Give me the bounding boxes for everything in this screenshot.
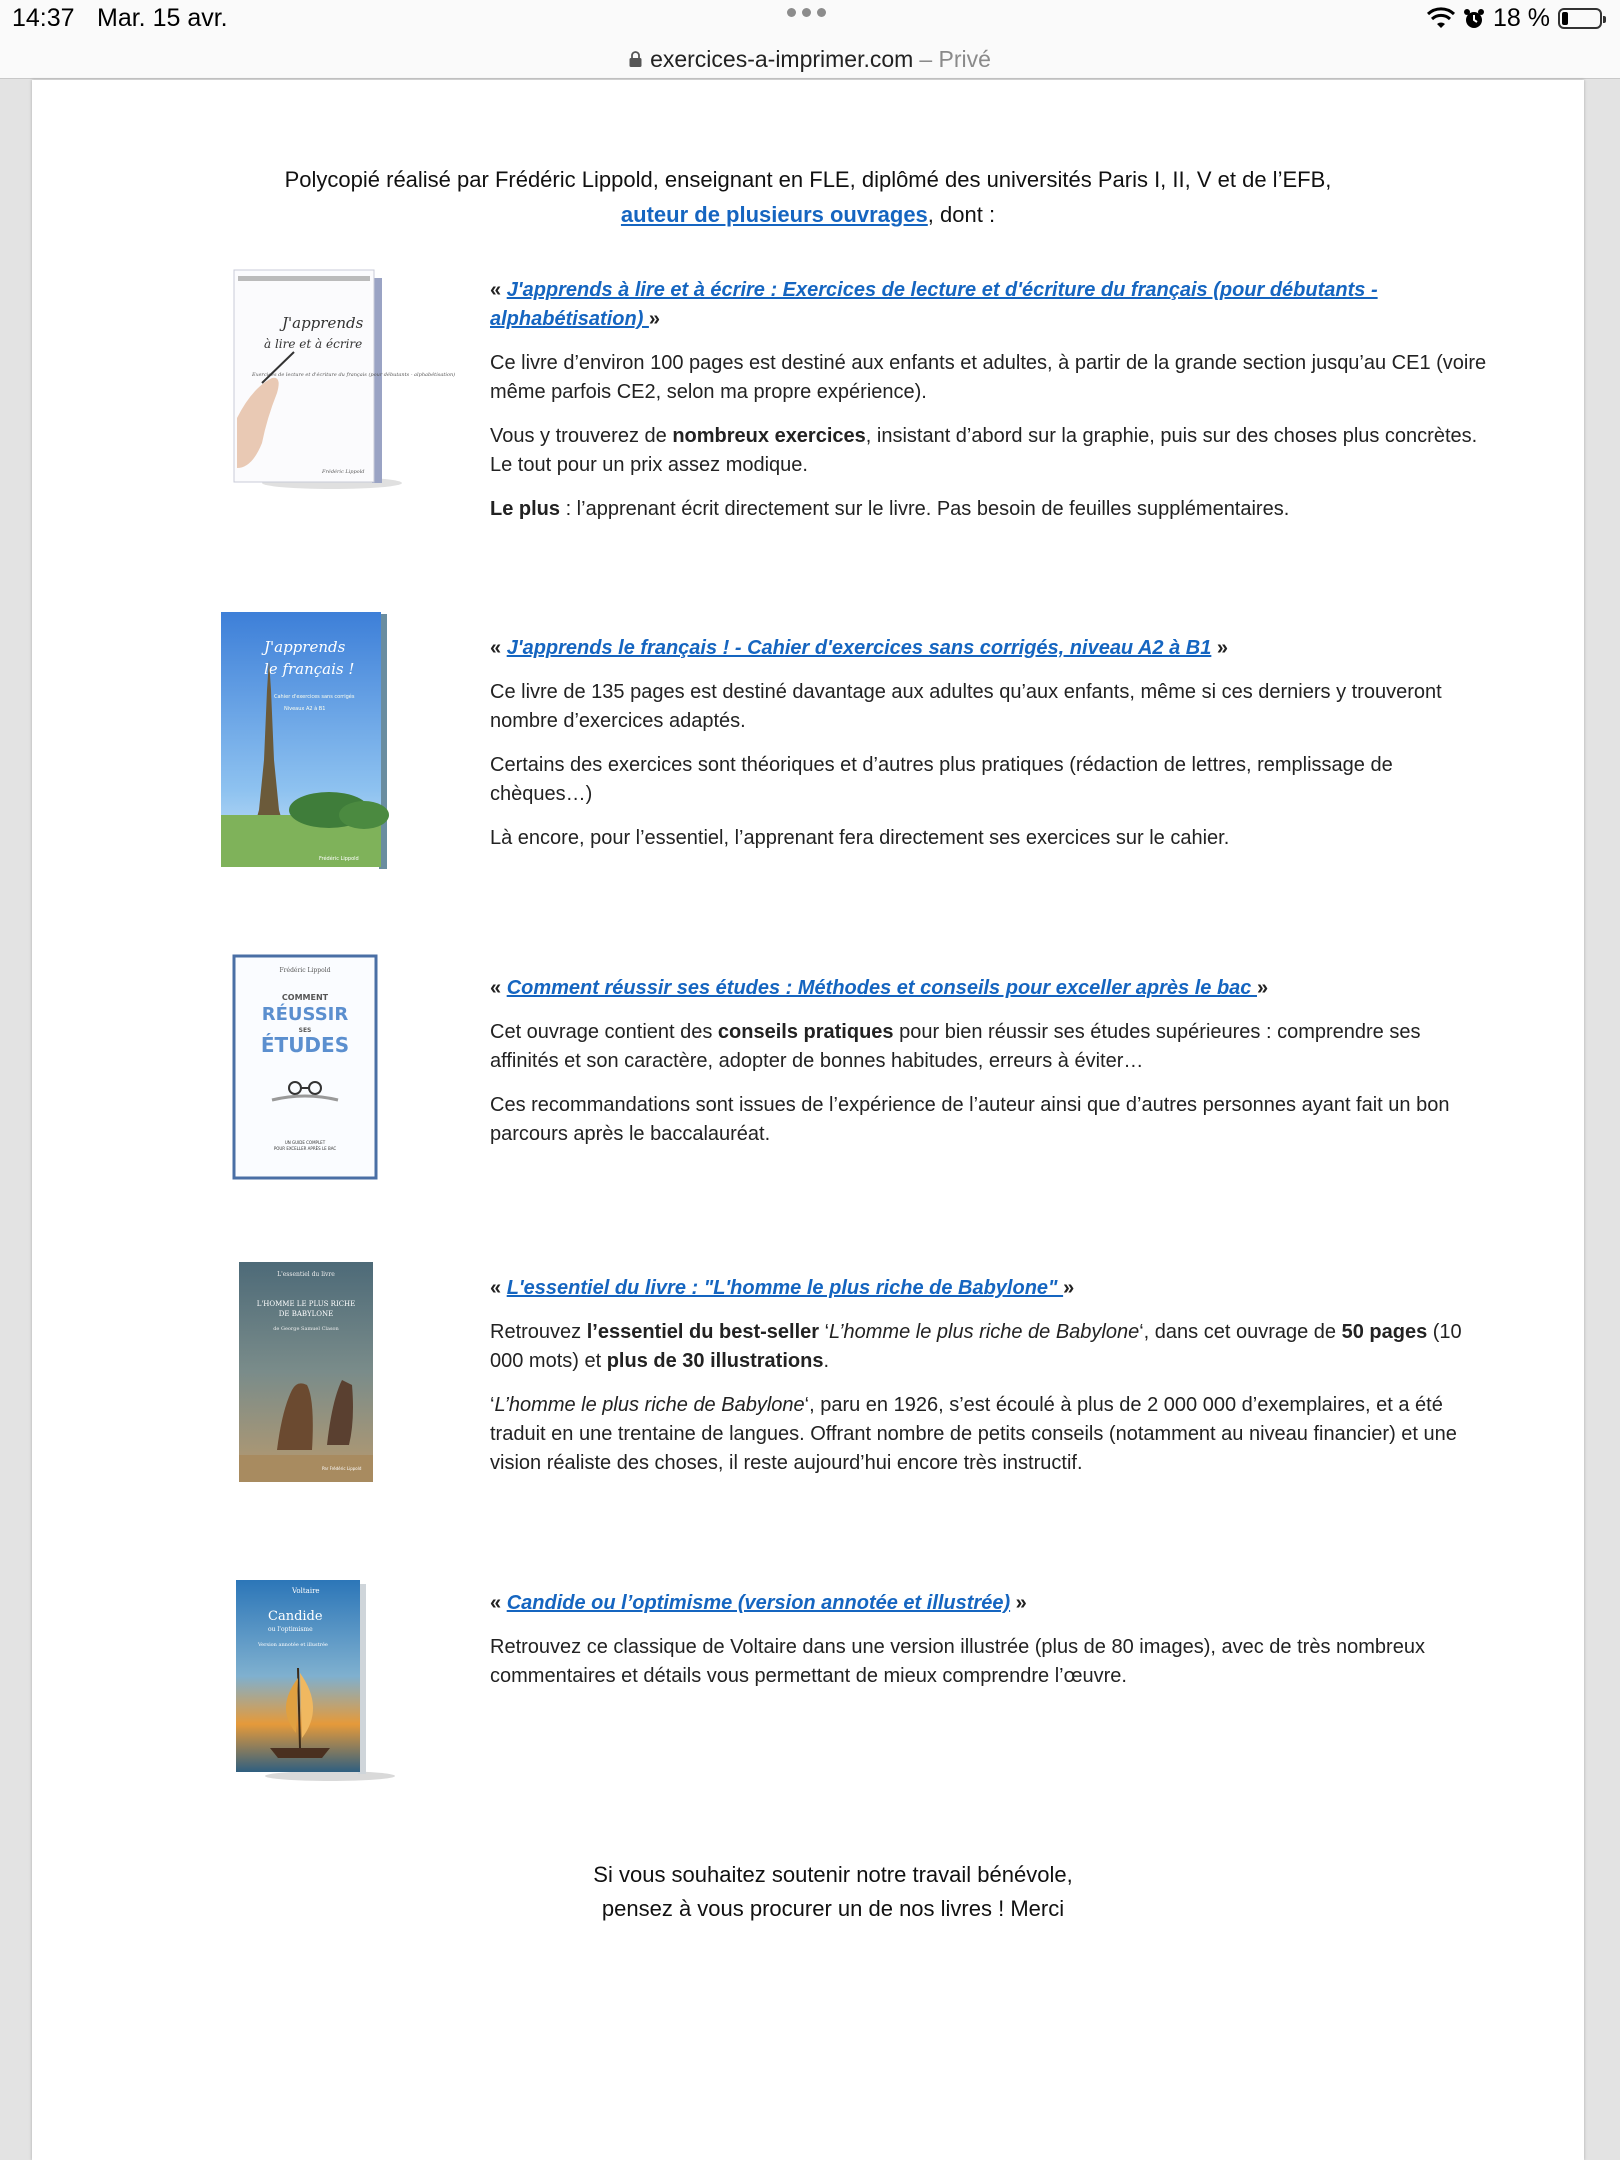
cover-title-line: à lire et à écrire bbox=[264, 337, 363, 351]
book-paragraph: ‘L’homme le plus riche de Babylone‘, paru en 1926, s’est écoulé à plus de 2 000 000 d’exemplaires, et a été traduit en une trentaine de langues. Offrant nombre de petits conseils (notamment au niveau financier) et une vision réaliste des choses, il reste aujourd’hui encore très instructif. bbox=[490, 1394, 1457, 1474]
book-paragraph: Ce livre de 135 pages est destiné davantage aux adultes qu’aux enfants, même si ces derniers y trouveront nombre d’exercices adaptés. bbox=[490, 681, 1442, 732]
book-link-candide[interactable]: Candide ou l’optimisme (version annotée et illustrée) bbox=[506, 1592, 1011, 1614]
book-paragraph: Certains des exercices sont théoriques et d’autres plus pratiques (rédaction de lettres, remplissage de chèques…) bbox=[490, 754, 1393, 805]
intro-suffix: , dont : bbox=[927, 202, 996, 227]
wifi-icon bbox=[1427, 8, 1455, 30]
book-title-line: « Comment réussir ses études : Méthodes et conseils pour exceller après le bac » bbox=[490, 977, 1269, 999]
cover-title-line: DE BABYLONE bbox=[278, 1310, 334, 1318]
book-title-line: « J'apprends le français ! - Cahier d'exercices sans corrigés, niveau A2 à B1 » bbox=[490, 637, 1229, 659]
book-description-apprends-francais bbox=[490, 634, 1490, 868]
cover-subtitle: de George Samuel Clason bbox=[273, 1326, 339, 1332]
book-paragraph: Retrouvez ce classique de Voltaire dans une version illustrée (plus de 80 images), avec de très nombreux commentaires et détails vous permettant de mieux comprendre l’œuvre. bbox=[490, 1636, 1425, 1687]
lock-icon bbox=[629, 51, 642, 67]
cover-author: Frédéric Lippold bbox=[322, 469, 365, 475]
document-page bbox=[32, 80, 1584, 2160]
alarm-icon bbox=[1463, 8, 1485, 30]
cover-subtitle: Exercices de lecture et d'écriture du français (pour débutants - alphabétisation) bbox=[252, 372, 456, 378]
book-link-reussir-etudes[interactable]: Comment réussir ses études : Méthodes et conseils pour exceller après le bac bbox=[506, 977, 1257, 999]
book-link-homme-babylone[interactable]: L'essentiel du livre : "L'homme le plus riche de Babylone" bbox=[506, 1277, 1064, 1299]
support-line: pensez à vous procurer un de nos livres ! Merci bbox=[601, 1896, 1065, 1921]
status-date: Mar. 15 avr. bbox=[97, 4, 228, 32]
status-bar bbox=[0, 0, 1620, 40]
cover-title-line: le français ! bbox=[264, 660, 355, 678]
book-paragraph: Ces recommandations sont issues de l’expérience de l’auteur ainsi que d’autres personnes ayant fait un bon parcours après le baccalauréat. bbox=[490, 1094, 1450, 1145]
book-paragraph: Là encore, pour l’essentiel, l’apprenant fera directement ses exercices sur le cahier. bbox=[490, 827, 1230, 849]
cover-title-line: J'apprends bbox=[282, 314, 364, 332]
book-paragraph: Ce livre d’environ 100 pages est destiné aux enfants et adultes, à partir de la grande section jusqu’au CE1 (voire même parfois CE2, selon ma propre expérience). bbox=[490, 352, 1487, 403]
support-message bbox=[32, 1858, 1584, 1926]
cover-word: SES bbox=[298, 1027, 312, 1034]
battery-percent: 18 % bbox=[1493, 4, 1550, 32]
book-link-lire-ecrire[interactable]: J'apprends à lire et à écrire : Exercices de lecture et d'écriture du français (pour débutants - alphabétisation) bbox=[490, 279, 1378, 330]
cover-word: RÉUSSIR bbox=[261, 1004, 349, 1025]
cover-title-line: ou l'optimisme bbox=[268, 1626, 313, 1633]
cover-subtitle: Version annotée et illustrée bbox=[258, 1642, 328, 1648]
battery-level bbox=[1562, 12, 1568, 25]
multitasking-dots-icon[interactable] bbox=[787, 8, 826, 17]
url-bar[interactable] bbox=[0, 40, 1620, 79]
book-paragraph: Cet ouvrage contient des conseils pratiques pour bien réussir ses études supérieures : comprendre ses affinités et son caractère, adopter de bonnes habitudes, erreurs à éviter… bbox=[490, 1021, 1421, 1072]
status-indicators bbox=[1427, 4, 1602, 33]
book-description-homme-babylone bbox=[490, 1274, 1490, 1493]
cover-top: L'essentiel du livre bbox=[277, 1271, 335, 1278]
cover-title-line: L'HOMME LE PLUS RICHE bbox=[256, 1300, 356, 1308]
book-title-line: « Candide ou l’optimisme (version annotée et illustrée) » bbox=[490, 1592, 1027, 1614]
book-paragraph: Retrouvez l’essentiel du best-seller ‘L’homme le plus riche de Babylone‘, dans cet ouvrage de 50 pages (10 000 mots) et plus de 30 illustrations. bbox=[490, 1321, 1462, 1372]
book-description-lire-ecrire bbox=[490, 276, 1490, 539]
cover-author: Frédéric Lippold bbox=[279, 967, 331, 974]
cover-title-line: J'apprends bbox=[264, 638, 346, 656]
cover-subtitle: Niveaux A2 à B1 bbox=[284, 706, 326, 712]
book-description-reussir-etudes bbox=[490, 974, 1490, 1164]
cover-subtitle: Cahier d'exercices sans corrigés bbox=[274, 694, 355, 700]
book-title-line: « J'apprends à lire et à écrire : Exercices de lecture et d'écriture du français (pour débutants - alphabétisation) » bbox=[490, 279, 1378, 330]
book-link-apprends-francais[interactable]: J'apprends le français ! - Cahier d'exercices sans corrigés, niveau A2 à B1 bbox=[506, 637, 1212, 659]
book-cover-homme-babylone[interactable] bbox=[237, 1260, 377, 1490]
support-line: Si vous souhaitez soutenir notre travail bénévole, bbox=[593, 1862, 1073, 1887]
book-cover-reussir-etudes[interactable] bbox=[232, 954, 382, 1189]
cover-author: Frédéric Lippold bbox=[319, 856, 359, 862]
cover-title-line: Candide bbox=[268, 1609, 323, 1624]
book-cover-apprends-francais[interactable] bbox=[219, 610, 399, 880]
author-works-link[interactable]: auteur de plusieurs ouvrages bbox=[620, 202, 928, 227]
book-paragraph: Le plus : l’apprenant écrit directement sur le livre. Pas besoin de feuilles supplémentaires. bbox=[490, 498, 1290, 520]
book-title-line: « L'essentiel du livre : "L'homme le plus riche de Babylone" » bbox=[490, 1277, 1075, 1299]
cover-word: COMMENT bbox=[281, 993, 329, 1002]
cover-word: ÉTUDES bbox=[260, 1033, 350, 1057]
book-paragraph: Vous y trouverez de nombreux exercices, insistant d’abord sur la graphie, puis sur des choses plus concrètes. Le tout pour un prix assez modique. bbox=[490, 425, 1478, 476]
intro-text bbox=[32, 162, 1584, 232]
cover-footer: UN GUIDE COMPLET bbox=[284, 1140, 326, 1145]
book-cover-lire-ecrire[interactable] bbox=[222, 268, 456, 498]
book-cover-candide[interactable] bbox=[230, 1578, 400, 1788]
battery-icon bbox=[1558, 8, 1602, 29]
status-time: 14:37 bbox=[12, 4, 75, 32]
intro-line: Polycopié réalisé par Frédéric Lippold, enseignant en FLE, diplômé des universités Paris I, II, V et de l’EFB, bbox=[284, 167, 1332, 192]
url-domain[interactable]: exercices-a-imprimer.com bbox=[650, 45, 914, 72]
private-mode-label: – Privé bbox=[919, 45, 991, 72]
book-description-candide bbox=[490, 1589, 1490, 1706]
cover-author: Voltaire bbox=[292, 1587, 320, 1595]
cover-footer: POUR EXCELLER APRÈS LE BAC bbox=[273, 1146, 337, 1151]
cover-author: Par Frédéric Lippold bbox=[322, 1466, 362, 1471]
